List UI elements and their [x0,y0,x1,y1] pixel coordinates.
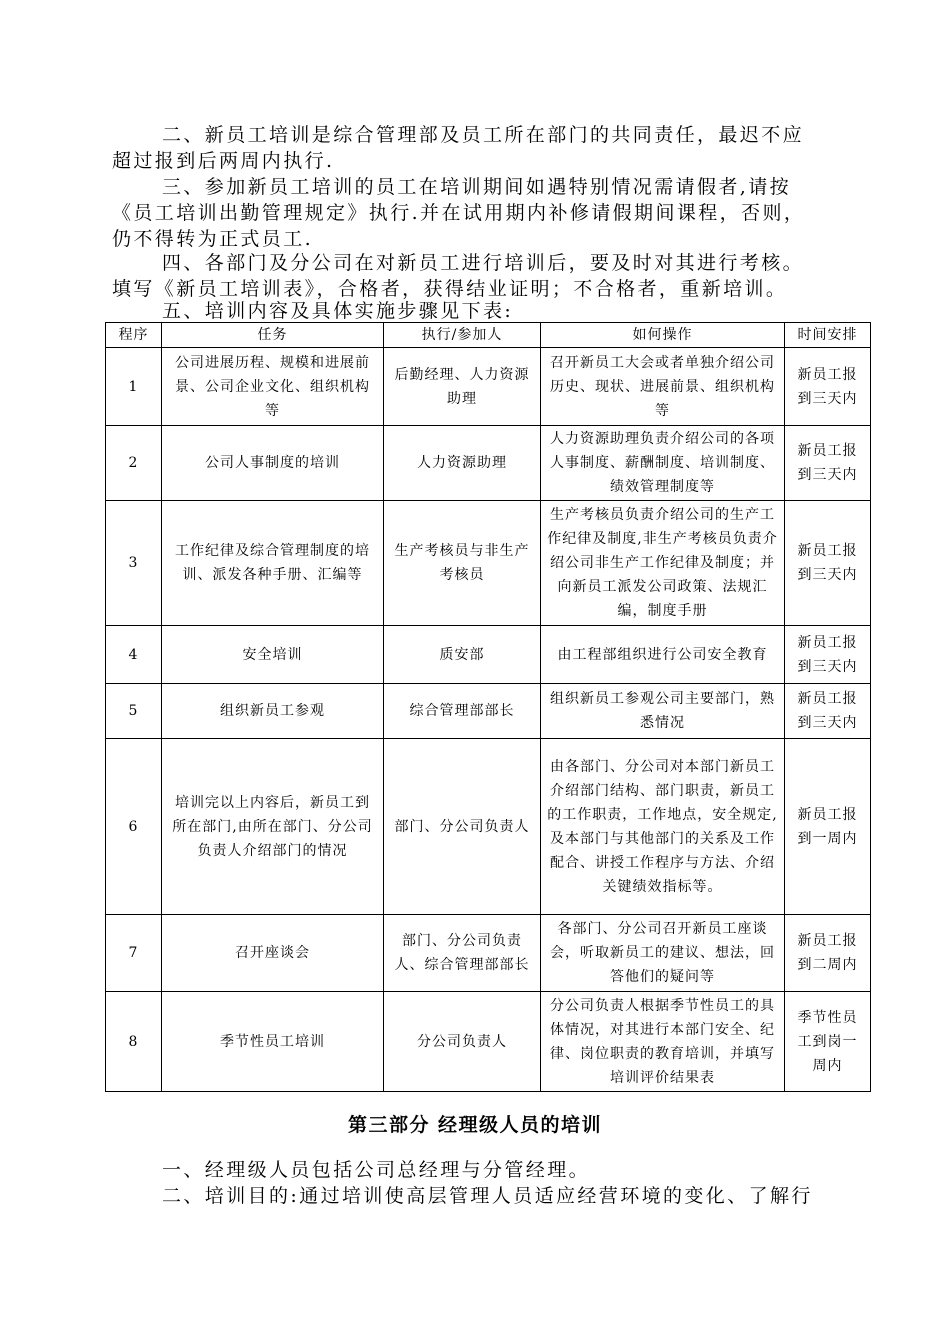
header-method: 如何操作 [541,323,785,348]
cell-task: 季节性员工培训 [162,992,384,1092]
cell-schedule: 新员工报到三天内 [785,626,871,684]
cell-method: 由工程部组织进行公司安全教育 [541,626,785,684]
cell-step: 3 [106,501,162,626]
paragraph-line: 三、参加新员工培训的员工在培训期间如遇特别情况需请假者,请按 [162,176,792,198]
cell-method: 组织新员工参观公司主要部门，熟悉情况 [541,684,785,739]
cell-method: 生产考核员负责介绍公司的生产工作纪律及制度,非生产考核员负责介绍公司非生产工作纪律及制度；并向新员工派发公司政策、法规汇编，制度手册 [541,501,785,626]
cell-participants: 综合管理部部长 [384,684,541,739]
cell-method: 召开新员工大会或者单独介绍公司历史、现状、进展前景、组织机构等 [541,348,785,426]
paragraph-line: 仍不得转为正式员工. [112,228,314,250]
cell-task: 组织新员工参观 [162,684,384,739]
table-row [106,426,871,501]
table-row [106,684,871,739]
cell-participants: 分公司负责人 [384,992,541,1092]
cell-step: 7 [106,915,162,992]
header-schedule: 时间安排 [785,323,871,348]
table-row [106,992,871,1092]
paragraph-2 [112,122,852,174]
cell-participants: 部门、分公司负责人 [384,739,541,915]
cell-method: 人力资源助理负责介绍公司的各项人事制度、薪酬制度、培训制度、绩效管理制度等 [541,426,785,501]
paragraph-4 [112,250,852,302]
cell-step: 8 [106,992,162,1092]
header-step: 程序 [106,323,162,348]
section-title: 第三部分 经理级人员的培训 [347,1114,603,1136]
table-header-row [106,323,871,348]
cell-task: 安全培训 [162,626,384,684]
paragraph-line: 填写《新员工培训表》，合格者，获得结业证明；不合格者，重新培训。 [112,278,788,300]
cell-schedule: 新员工报到一周内 [785,739,871,915]
paragraph-5 [112,298,852,324]
cell-method: 由各部门、分公司对本部门新员工介绍部门结构、部门职责，新员工的工作职责，工作地点，安全规定,及本部门与其他部门的关系及工作配合、讲授工作程序与方法、介绍关键绩效指标等。 [541,739,785,915]
table-row [106,348,871,426]
header-participants: 执行/参加人 [384,323,541,348]
paragraph-line: 《员工培训出勤管理规定》执行.并在试用期内补修请假期间课程，否则， [112,202,806,224]
paragraph-line: 五、培训内容及具体实施步骤见下表: [162,300,514,322]
table-row [106,626,871,684]
paragraph-line: 四、各部门及分公司在对新员工进行培训后，要及时对其进行考核。 [162,252,805,274]
training-table [105,322,871,1092]
cell-schedule: 季节性员工到岗一周内 [785,992,871,1092]
cell-participants: 人力资源助理 [384,426,541,501]
cell-task: 工作纪律及综合管理制度的培训、派发各种手册、汇编等 [162,501,384,626]
cell-step: 4 [106,626,162,684]
cell-step: 5 [106,684,162,739]
cell-step: 6 [106,739,162,915]
paragraph-line: 超过报到后两周内执行. [112,150,335,172]
cell-participants: 后勤经理、人力资源助理 [384,348,541,426]
cell-participants: 部门、分公司负责人、综合管理部部长 [384,915,541,992]
cell-schedule: 新员工报到三天内 [785,501,871,626]
cell-participants: 生产考核员与非生产考核员 [384,501,541,626]
paragraph-line: 二、新员工培训是综合管理部及员工所在部门的共同责任，最迟不应 [162,124,805,146]
cell-method: 分公司负责人根据季节性员工的具体情况，对其进行本部门安全、纪律、岗位职责的教育培训，并填写培训评价结果表 [541,992,785,1092]
paragraph-3 [112,174,852,252]
table-row [106,915,871,992]
cell-schedule: 新员工报到三天内 [785,348,871,426]
table-row [106,501,871,626]
cell-method: 各部门、分公司召开新员工座谈会，听取新员工的建议、想法，回答他们的疑问等 [541,915,785,992]
table-row [106,739,871,915]
cell-schedule: 新员工报到三天内 [785,684,871,739]
section-paragraph-2: 二、培训目的:通过培训使高层管理人员适应经营环境的变化、了解行 [162,1185,813,1207]
cell-participants: 质安部 [384,626,541,684]
cell-step: 1 [106,348,162,426]
cell-task: 公司进展历程、规模和进展前景、公司企业文化、组织机构等 [162,348,384,426]
cell-task: 公司人事制度的培训 [162,426,384,501]
cell-task: 召开座谈会 [162,915,384,992]
cell-step: 2 [106,426,162,501]
cell-schedule: 新员工报到二周内 [785,915,871,992]
header-task: 任务 [162,323,384,348]
section-paragraph-1: 一、经理级人员包括公司总经理与分管经理。 [162,1159,591,1181]
cell-schedule: 新员工报到三天内 [785,426,871,501]
cell-task: 培训完以上内容后，新员工到所在部门,由所在部门、分公司负责人介绍部门的情况 [162,739,384,915]
